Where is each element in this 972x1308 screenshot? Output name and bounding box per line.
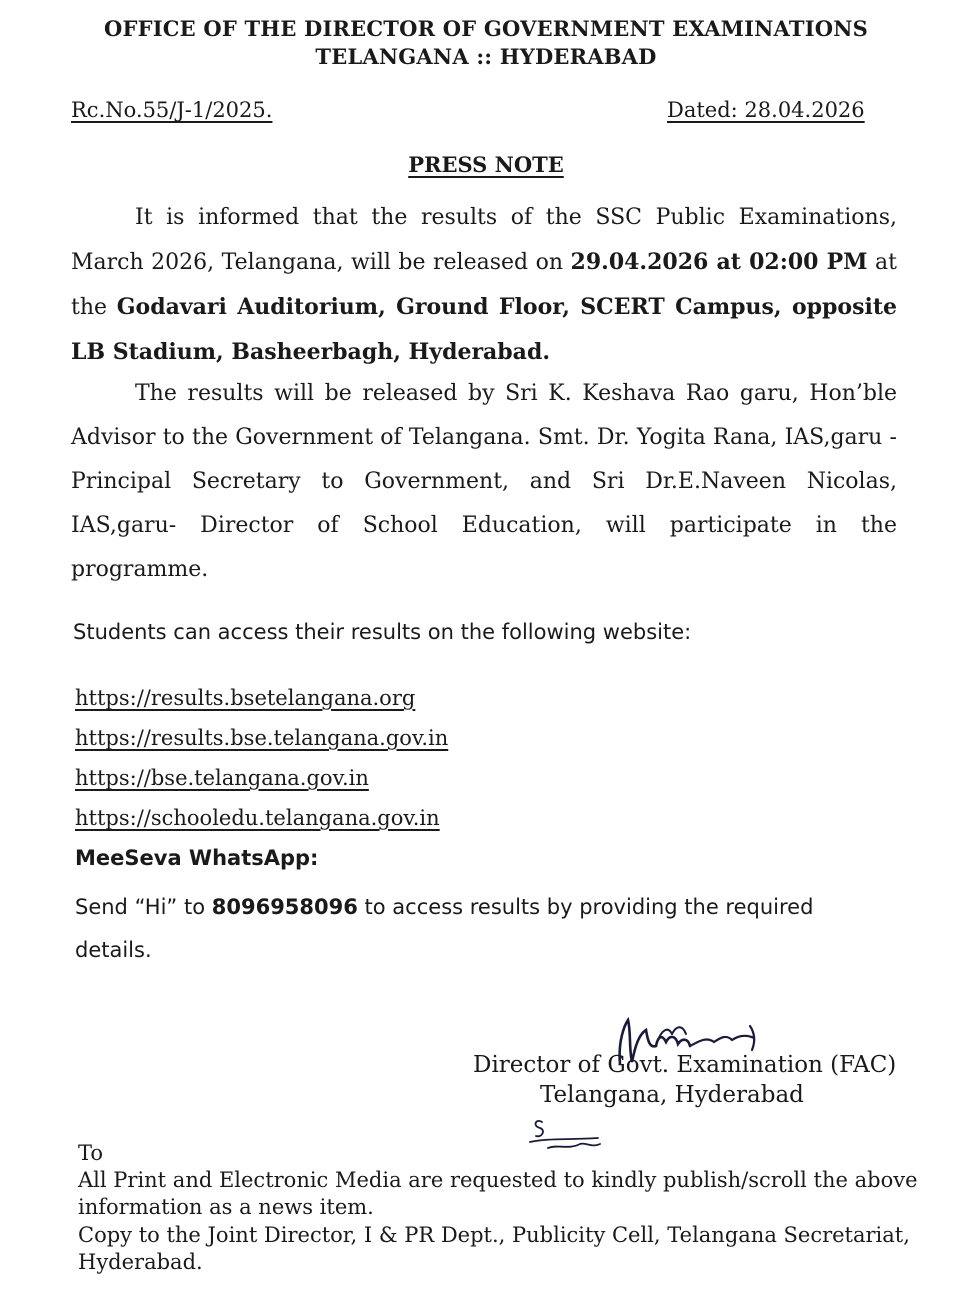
paragraph-dignitaries: The results will be released by Sri K. Keshava Rao garu, Hon’ble Advisor to the Government of Telangana. Smt. Dr. Yogita Rana, IAS,garu -Principal Secretary to Government, and Sri Dr.E.Naveen Nicolas, IAS,garu- Director of School Education, will participate in the programme. [71, 381, 897, 582]
websites-intro: Students can access their results on the following website: [73, 620, 692, 644]
meeseva-text-start: Send “Hi” to [75, 895, 212, 919]
meeseva-text-end: to access results by providing the required details. [75, 895, 814, 962]
website-link-2[interactable]: https://results.bse.telangana.gov.in [75, 726, 449, 750]
press-note-title: PRESS NOTE [408, 152, 564, 177]
signatory-location: Telangana, Hyderabad [540, 1082, 804, 1108]
release-venue: Godavari Auditorium, Ground Floor, SCERT Campus, opposite LB Stadium, Basheerbagh, Hyderabad. [71, 294, 897, 365]
addressee-to: To [78, 1141, 104, 1165]
website-link-4[interactable]: https://schooledu.telangana.gov.in [75, 806, 440, 830]
meeseva-instructions [75, 886, 835, 972]
date-line: Dated: 28.04.2026 [667, 98, 865, 122]
media-request: All Print and Electronic Media are requested to kindly publish/scroll the above information as a news item. [78, 1168, 918, 1219]
whatsapp-number: 8096958096 [211, 895, 358, 919]
website-link-1[interactable]: https://results.bsetelangana.org [75, 686, 416, 710]
website-link-3[interactable]: https://bse.telangana.gov.in [75, 766, 369, 790]
location-heading: TELANGANA :: HYDERABAD [315, 44, 657, 69]
announcement-text: It is informed that the results of the SSC Public Examinations, March 2026, Telangana, will be released on [71, 205, 897, 275]
office-heading: OFFICE OF THE DIRECTOR OF GOVERNMENT EXAMINATIONS [103, 16, 869, 41]
announcement-text-venue-prefix: at the [71, 250, 897, 320]
meeseva-heading: MeeSeva WhatsApp: [75, 846, 319, 870]
copy-to: Copy to the Joint Director, I & PR Dept., Publicity Cell, Telangana Secretariat, Hyderabad. [78, 1223, 910, 1274]
paragraph-announcement [71, 196, 897, 375]
reference-number: Rc.No.55/J-1/2025. [71, 98, 273, 122]
signatory-designation: Director of Govt. Examination (FAC) [473, 1052, 897, 1078]
release-datetime: 29.04.2026 at 02:00 PM [570, 249, 868, 275]
